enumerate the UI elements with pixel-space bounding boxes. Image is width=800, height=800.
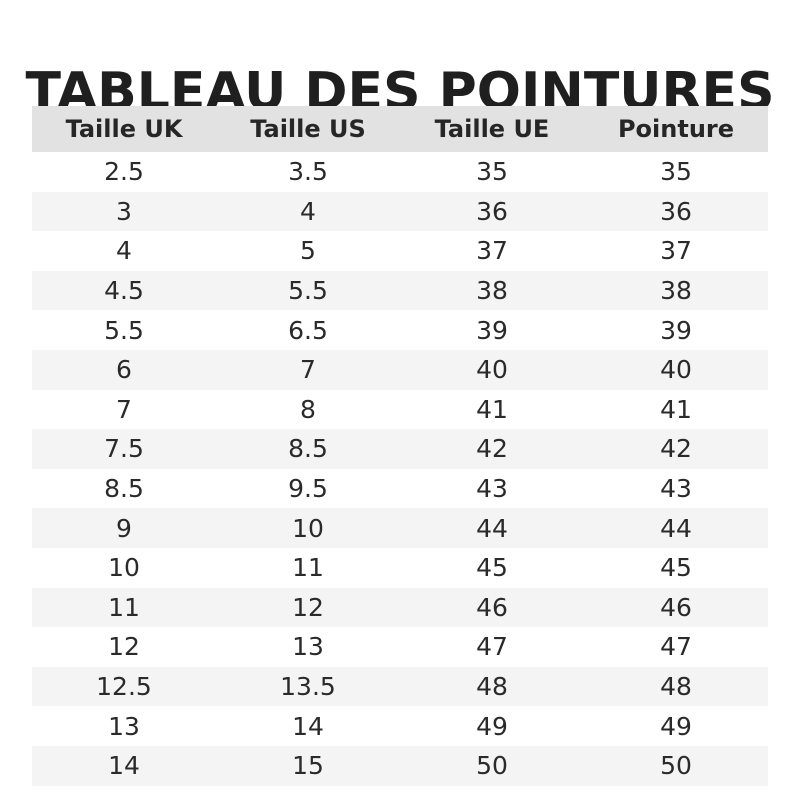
eu-size-cell: 42: [476, 434, 508, 464]
uk-size-cell: 5.5: [104, 315, 144, 345]
header-uk-size: Taille UK: [65, 115, 183, 143]
uk-size-cell: 3: [116, 196, 132, 226]
shoe-size-cell: 37: [660, 236, 692, 266]
us-size-cell: 14: [292, 711, 324, 741]
shoe-size-cell: 49: [660, 711, 692, 741]
eu-size-cell: 44: [476, 513, 508, 543]
us-size-cell: 5: [300, 236, 316, 266]
uk-size-cell: 10: [108, 553, 140, 583]
uk-size-cell: 6: [116, 355, 132, 385]
uk-size-cell: 12.5: [96, 672, 152, 702]
table-row: [32, 667, 768, 707]
table-row: [32, 310, 768, 350]
table-row: [32, 231, 768, 271]
shoe-size-cell: 44: [660, 513, 692, 543]
table-row: [32, 548, 768, 588]
table-row: [32, 746, 768, 786]
shoe-size-cell: 47: [660, 632, 692, 662]
us-size-cell: 12: [292, 592, 324, 622]
us-size-cell: 11: [292, 553, 324, 583]
table-row: [32, 508, 768, 548]
eu-size-cell: 46: [476, 592, 508, 622]
table-header-row: [32, 106, 768, 152]
header-us-size: Taille US: [250, 115, 366, 143]
eu-size-cell: 38: [476, 276, 508, 306]
header-shoe-size: Pointure: [617, 115, 735, 143]
shoe-size-cell: 48: [660, 672, 692, 702]
eu-size-cell: 43: [476, 474, 508, 504]
uk-size-cell: 12: [108, 632, 140, 662]
eu-size-cell: 40: [476, 355, 508, 385]
eu-size-cell: 41: [476, 394, 508, 424]
shoe-size-cell: 50: [660, 751, 692, 781]
uk-size-cell: 11: [108, 592, 140, 622]
table-row: [32, 588, 768, 628]
us-size-cell: 5.5: [288, 276, 328, 306]
us-size-cell: 3.5: [288, 157, 328, 187]
eu-size-cell: 36: [476, 196, 508, 226]
eu-size-cell: 49: [476, 711, 508, 741]
shoe-size-cell: 38: [660, 276, 692, 306]
us-size-cell: 4: [300, 196, 316, 226]
table-row: [32, 706, 768, 746]
table-body: [32, 152, 768, 786]
us-size-cell: 10: [292, 513, 324, 543]
us-size-cell: 15: [292, 751, 324, 781]
eu-size-cell: 50: [476, 751, 508, 781]
us-size-cell: 7: [300, 355, 316, 385]
us-size-cell: 9.5: [288, 474, 328, 504]
table-row: [32, 469, 768, 509]
eu-size-cell: 48: [476, 672, 508, 702]
shoe-size-cell: 43: [660, 474, 692, 504]
shoe-size-cell: 36: [660, 196, 692, 226]
eu-size-cell: 35: [476, 157, 508, 187]
header-eu-size: Taille UE: [434, 115, 550, 143]
eu-size-cell: 37: [476, 236, 508, 266]
table-row: [32, 192, 768, 232]
shoe-size-cell: 41: [660, 394, 692, 424]
uk-size-cell: 13: [108, 711, 140, 741]
shoe-size-cell: 46: [660, 592, 692, 622]
us-size-cell: 6.5: [288, 315, 328, 345]
shoe-size-cell: 39: [660, 315, 692, 345]
us-size-cell: 13: [292, 632, 324, 662]
size-chart-table: [32, 106, 768, 786]
uk-size-cell: 4.5: [104, 276, 144, 306]
shoe-size-cell: 42: [660, 434, 692, 464]
uk-size-cell: 9: [116, 513, 132, 543]
uk-size-cell: 2.5: [104, 157, 144, 187]
page-title: TABLEAU DES POINTURES: [25, 61, 775, 122]
table-row: [32, 429, 768, 469]
uk-size-cell: 4: [116, 236, 132, 266]
shoe-size-cell: 45: [660, 553, 692, 583]
uk-size-cell: 7.5: [104, 434, 144, 464]
table-row: [32, 627, 768, 667]
us-size-cell: 8.5: [288, 434, 328, 464]
uk-size-cell: 8.5: [104, 474, 144, 504]
table-row: [32, 152, 768, 192]
eu-size-cell: 39: [476, 315, 508, 345]
table-row: [32, 271, 768, 311]
uk-size-cell: 7: [116, 394, 132, 424]
us-size-cell: 13.5: [280, 672, 336, 702]
eu-size-cell: 47: [476, 632, 508, 662]
uk-size-cell: 14: [108, 751, 140, 781]
table-row: [32, 390, 768, 430]
shoe-size-cell: 40: [660, 355, 692, 385]
eu-size-cell: 45: [476, 553, 508, 583]
shoe-size-cell: 35: [660, 157, 692, 187]
table-row: [32, 350, 768, 390]
us-size-cell: 8: [300, 394, 316, 424]
